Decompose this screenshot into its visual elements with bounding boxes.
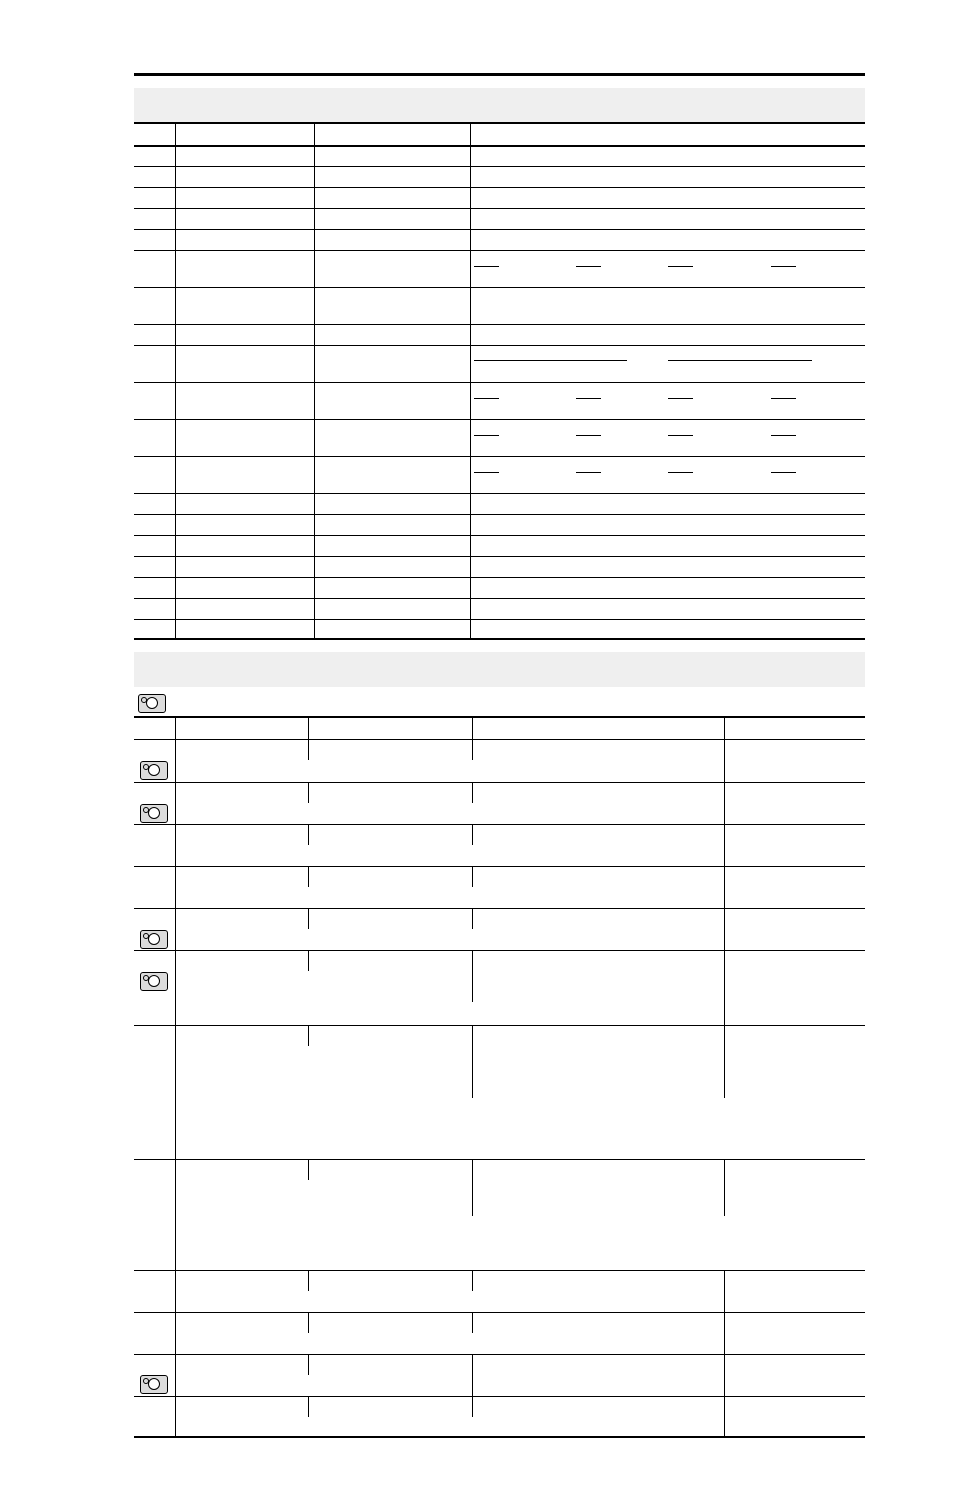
blank-underline: [474, 398, 499, 399]
table-1-title-band: [134, 88, 865, 122]
table-2-row-rule: [134, 824, 865, 825]
table-2-cell-divider: [308, 1313, 309, 1333]
table-1-row-rule: [134, 229, 865, 230]
table-2-cell-divider: [472, 1355, 473, 1396]
table-1-row-rule: [134, 287, 865, 288]
table-1-row-rule: [134, 493, 865, 494]
table-2-row-rule: [134, 866, 865, 867]
table-2-cell-divider: [472, 1026, 473, 1098]
table-1-row-rule: [134, 419, 865, 420]
table-1-row-rule: [134, 382, 865, 383]
table-2-row-rule: [134, 1159, 865, 1160]
table-2-cell-divider: [308, 1160, 309, 1180]
table-2-cell-divider: [724, 825, 725, 866]
table-2-cell-divider: [308, 740, 309, 760]
blank-underline: [474, 435, 499, 436]
table-2-column-divider: [724, 716, 725, 740]
table-2-row-rule: [134, 1312, 865, 1313]
table-2-bottom-rule: [134, 1436, 865, 1438]
table-1-row-rule: [134, 208, 865, 209]
table-1-row-rule: [134, 456, 865, 457]
table-2-cell-divider: [308, 909, 309, 929]
table-2-row-rule: [134, 782, 865, 783]
table-1-row-rule: [134, 556, 865, 557]
table-2-row-rule: [134, 1396, 865, 1397]
table-2-cell-divider: [724, 1355, 725, 1396]
blank-underline: [576, 266, 601, 267]
table-2-cell-divider: [308, 783, 309, 803]
camera-icon: [140, 930, 168, 949]
table-2-cell-divider: [724, 1271, 725, 1312]
table-2-cell-divider: [472, 867, 473, 887]
table-2-cell-divider: [308, 1397, 309, 1417]
table-2-row-rule: [134, 950, 865, 951]
blank-underline: [576, 472, 601, 473]
blank-underline: [474, 266, 499, 267]
table-2-cell-divider: [472, 1313, 473, 1333]
table-2-cell-divider: [724, 783, 725, 824]
table-1-row-rule: [134, 345, 865, 346]
table-2-title-band: [134, 652, 865, 687]
blank-underline: [771, 435, 796, 436]
table-2-row-rule: [134, 1354, 865, 1355]
table-2-row-rule: [134, 908, 865, 909]
blank-underline: [771, 266, 796, 267]
table-2-cell-divider: [308, 825, 309, 845]
table-2-cell-divider: [724, 740, 725, 782]
table-2-cell-divider: [724, 1397, 725, 1437]
table-1-row-rule: [134, 166, 865, 167]
table-1-row-rule: [134, 619, 865, 620]
table-2-cell-divider: [472, 740, 473, 760]
table-2-cell-divider: [308, 1355, 309, 1375]
camera-icon: [140, 972, 168, 991]
table-2-cell-divider: [724, 1026, 725, 1098]
table-1-row-rule: [134, 324, 865, 325]
table-2-column-divider: [175, 716, 176, 1438]
camera-icon: [140, 804, 168, 823]
table-2-column-divider: [472, 716, 473, 740]
table-2-cell-divider: [308, 867, 309, 887]
blank-underline: [474, 360, 627, 361]
table-1-column-divider: [175, 122, 176, 640]
table-2-row-rule: [134, 1270, 865, 1271]
camera-icon: [138, 694, 166, 713]
blank-underline: [668, 435, 693, 436]
table-1-column-divider: [470, 122, 471, 640]
table-2-cell-divider: [308, 1026, 309, 1046]
table-2-cell-divider: [724, 867, 725, 908]
blank-underline: [668, 398, 693, 399]
table-1-header-top-rule: [134, 122, 865, 124]
blank-underline: [668, 360, 812, 361]
table-2-header-top-rule: [134, 716, 865, 718]
table-2-cell-divider: [308, 951, 309, 971]
table-1-row-rule: [134, 535, 865, 536]
table-1-header-bottom-rule: [134, 145, 865, 147]
table-2-header-bottom-rule: [134, 739, 865, 740]
blank-underline: [576, 435, 601, 436]
table-2-row-rule: [134, 1025, 865, 1026]
table-1-bottom-rule: [134, 638, 865, 640]
table-1-row-rule: [134, 577, 865, 578]
table-2-cell-divider: [472, 909, 473, 929]
table-1-row-rule: [134, 598, 865, 599]
blank-underline: [576, 398, 601, 399]
blank-underline: [668, 472, 693, 473]
table-2-cell-divider: [724, 1160, 725, 1216]
camera-icon: [140, 761, 168, 780]
table-2-cell-divider: [472, 1271, 473, 1291]
blank-underline: [668, 266, 693, 267]
blank-underline: [771, 472, 796, 473]
blank-underline: [771, 398, 796, 399]
table-2-cell-divider: [724, 1313, 725, 1354]
table-2-cell-divider: [724, 909, 725, 950]
table-2-column-divider: [308, 716, 309, 740]
table-1-row-rule: [134, 250, 865, 251]
blank-underline: [474, 472, 499, 473]
table-2-cell-divider: [308, 1271, 309, 1291]
table-1-row-rule: [134, 514, 865, 515]
table-1-column-divider: [314, 122, 315, 640]
camera-icon: [140, 1375, 168, 1394]
table-2-cell-divider: [472, 951, 473, 1002]
table-2-cell-divider: [472, 1397, 473, 1417]
table-2-cell-divider: [472, 1160, 473, 1216]
table-2-cell-divider: [472, 783, 473, 803]
table-2-cell-divider: [472, 825, 473, 845]
top-rule: [134, 73, 865, 76]
table-1-row-rule: [134, 187, 865, 188]
table-2-cell-divider: [724, 951, 725, 1025]
